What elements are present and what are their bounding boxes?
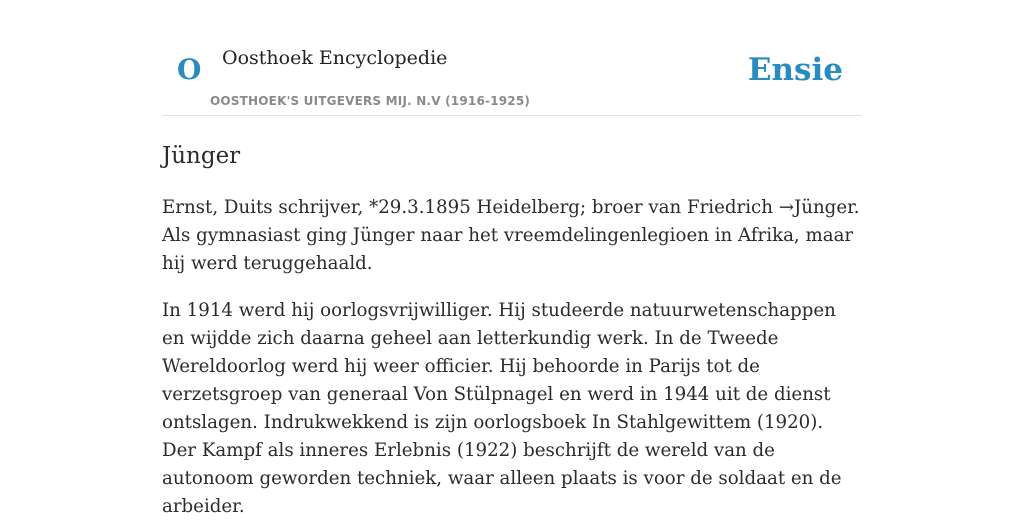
article-page xyxy=(162,0,862,521)
article-paragraph: Ernst, Duits schrijver, *29.3.1895 Heidelberg; broer van Friedrich →Jünger. Als gymnasiast ging Jünger naar het vreemdelingenlegioen in Afrika, maar hij werd teruggehaald. xyxy=(162,197,860,274)
article-title: Jünger xyxy=(162,143,241,169)
source-title-link[interactable]: Oosthoek Encyclopedie xyxy=(222,47,448,69)
source-logo[interactable]: O xyxy=(177,53,202,86)
article-paragraph: In 1914 werd hij oorlogsvrijwilliger. Hij studeerde natuurwetenschappen en wijdde zich daarna geheel aan letterkundig werk. In de Tweede Wereldoorlog werd hij weer officier. Hij behoorde in Parijs tot de verzetsgroep van generaal Von Stülpnagel en werd in 1944 uit de dienst ontslagen. Indrukwekkend is zijn oorlogsboek In Stahlgewittem (1920). Der Kampf als inneres Erlebnis (1922) beschrijft de wereld van de autonoom geworden techniek, waar alleen plaats is voor de soldaat en de arbeider. xyxy=(162,300,842,517)
source-header xyxy=(162,0,862,116)
publisher-label: OOSTHOEK'S UITGEVERS MIJ. N.V (1916-1925) xyxy=(210,94,531,108)
ensie-logo[interactable]: Ensie xyxy=(747,52,843,88)
